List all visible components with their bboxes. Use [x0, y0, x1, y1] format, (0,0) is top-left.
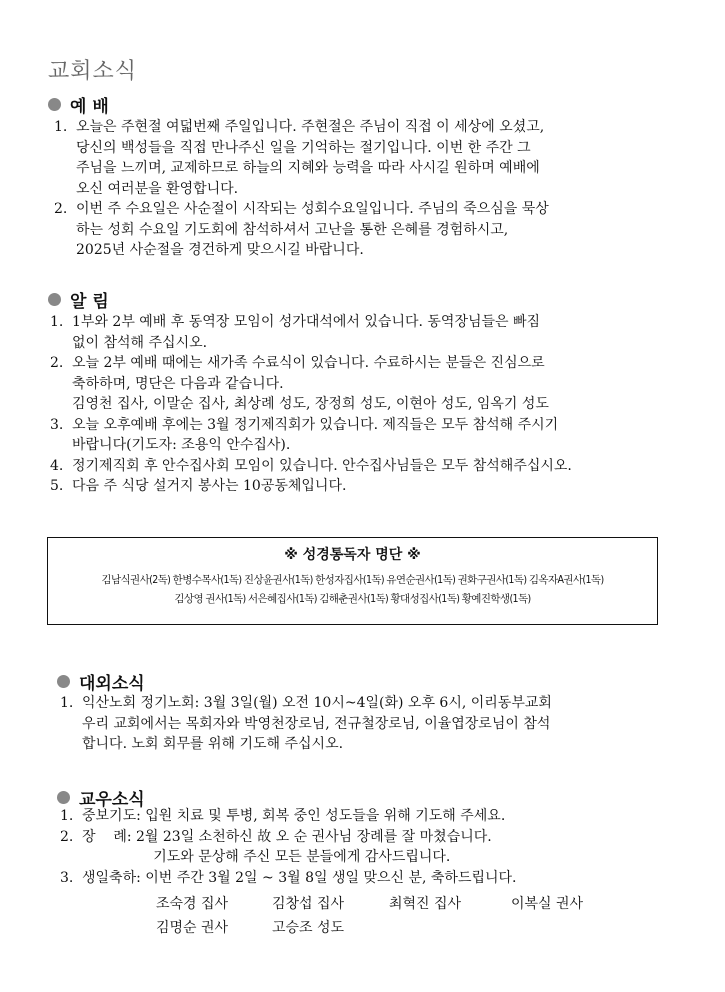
item-line: 합니다. 노회 회무를 위해 기도해 주십시오. — [82, 736, 344, 752]
item-line: 기도와 문상해 주신 모든 분들에게 감사드립니다. — [82, 849, 451, 865]
item-line: 축하하며, 명단은 다음과 같습니다. — [72, 375, 284, 392]
item-line: 하는 성회 수요일 기도회에 참석하셔서 고난을 통한 은혜를 경험하시고, — [76, 221, 509, 238]
bullet-icon — [48, 98, 61, 111]
item-line: 바랍니다(기도자: 조용익 안수집사). — [72, 437, 291, 453]
item-line: 없이 참석해 주십시오. — [72, 334, 208, 351]
list-item — [54, 117, 549, 199]
list-item — [50, 312, 572, 353]
item-line: 2025년 사순절을 경건하게 맞으시길 바랍니다. — [76, 242, 364, 258]
item-line: 익산노회 정기노회: 3월 3일(월) 오전 10시~4일(화) 오후 6시, 이리동부교회 — [82, 695, 552, 711]
worship-heading — [48, 92, 109, 117]
item-number: 1. — [50, 314, 64, 330]
external-list — [60, 693, 552, 755]
item-number: 4. — [50, 457, 64, 474]
worship-list — [54, 117, 549, 261]
item-number: 3. — [60, 869, 74, 886]
bible-box-names-line: 김남식권사(2독) 한병수목사(1독) 진상윤권사(1독) 한성자집사(1독) 유연순권사(1독) 권화구권사(1독) 김옥자A권사(1독) — [101, 574, 604, 586]
item-line: 정기제직회 후 안수집사회 모임이 있습니다. 안수집사님들은 모두 참석해주십시오. — [72, 457, 572, 474]
bible-box-title: ※ 성경통독자 명단 ※ — [284, 547, 421, 563]
item-line: 다음 주 식당 설거지 봉사는 10공동체입니다. — [72, 478, 347, 494]
item-line: 생일축하: 이번 주간 3월 2일 ~ 3월 8일 생일 맞으신 분, 축하드립니다. — [82, 869, 517, 886]
bullet-icon — [57, 791, 70, 804]
item-number: 2. — [60, 828, 74, 845]
item-number: 1. — [60, 695, 74, 711]
list-item — [60, 827, 517, 868]
notices-heading-label: 알 림 — [70, 292, 109, 312]
item-line: 오늘 오후예배 후에는 3월 정기제직회가 있습니다. 제직들은 모두 참석해 주시기 — [72, 416, 559, 433]
birthday-name: 최혁진 집사 — [389, 896, 462, 912]
external-heading — [57, 669, 145, 694]
item-number: 2. — [54, 201, 68, 217]
list-item — [54, 199, 549, 261]
list-item — [50, 456, 572, 477]
notices-list — [50, 312, 572, 497]
list-item — [60, 806, 517, 827]
bible-box-names-line: 김상영 권사(1독) 서은혜집사(1독) 김해춘권사(1독) 황대성집사(1독) 황예진학생(1독) — [174, 593, 531, 605]
bullet-icon — [48, 293, 61, 306]
item-line: 중보기도: 입원 치료 및 투병, 회복 중인 성도들을 위해 기도해 주세요. — [82, 808, 506, 824]
item-number: 5. — [50, 478, 64, 494]
item-line: 장 례: 2월 23일 소천하신 故 오 순 권사님 장례를 잘 마쳤습니다. — [82, 828, 492, 845]
item-line: 주님을 느끼며, 교제하므로 하늘의 지혜와 능력을 따라 사시길 원하며 예배에 — [76, 160, 540, 176]
birthday-name: 고승조 성도 — [272, 920, 345, 936]
birthday-name: 조숙경 집사 — [156, 896, 229, 912]
list-item — [50, 415, 572, 456]
item-line: 당신의 백성들을 직접 만나주신 일을 기억하는 절기입니다. 이번 한 주간 그 — [76, 139, 531, 156]
birthday-names-row — [0, 893, 725, 913]
birthday-name: 김창섭 집사 — [272, 896, 345, 912]
item-number: 3. — [50, 416, 64, 433]
members-list — [60, 806, 517, 888]
item-line: 1부와 2부 예배 후 동역장 모임이 성가대석에서 있습니다. 동역장님들은 빠짐 — [72, 314, 541, 330]
list-item — [60, 693, 552, 755]
birthday-name: 이복실 권사 — [511, 896, 584, 912]
item-line: 김영천 집사, 이말순 집사, 최상례 성도, 장정희 성도, 이현아 성도, 임옥기 성도 — [72, 396, 549, 412]
birthday-name: 김명순 권사 — [156, 920, 229, 936]
page-title: 교회소식 — [48, 59, 138, 84]
item-line: 오늘은 주현절 여덟번째 주일입니다. 주현절은 주님이 직접 이 세상에 오셨고, — [76, 119, 545, 135]
item-line: 우리 교회에서는 목회자와 박영천장로님, 전규철장로님, 이율엽장로님이 참석 — [82, 715, 551, 732]
item-line: 오신 여러분을 환영합니다. — [76, 180, 239, 197]
birthday-names-row — [0, 917, 725, 937]
item-line: 이번 주 수요일은 사순절이 시작되는 성회수요일입니다. 주님의 죽으심을 묵상 — [76, 201, 549, 217]
members-heading-label: 교우소식 — [79, 790, 145, 810]
item-number: 1. — [54, 119, 68, 135]
list-item — [50, 476, 572, 497]
item-number: 1. — [60, 808, 74, 824]
worship-heading-label: 예 배 — [70, 97, 109, 117]
notices-heading — [48, 287, 109, 312]
list-item — [60, 868, 517, 889]
bullet-icon — [57, 675, 70, 688]
bible-reading-box — [47, 537, 658, 625]
list-item — [50, 353, 572, 415]
item-line: 오늘 2부 예배 때에는 새가족 수료식이 있습니다. 수료하시는 분들은 진심으로 — [72, 355, 545, 371]
item-number: 2. — [50, 355, 64, 371]
external-heading-label: 대외소식 — [79, 674, 145, 694]
